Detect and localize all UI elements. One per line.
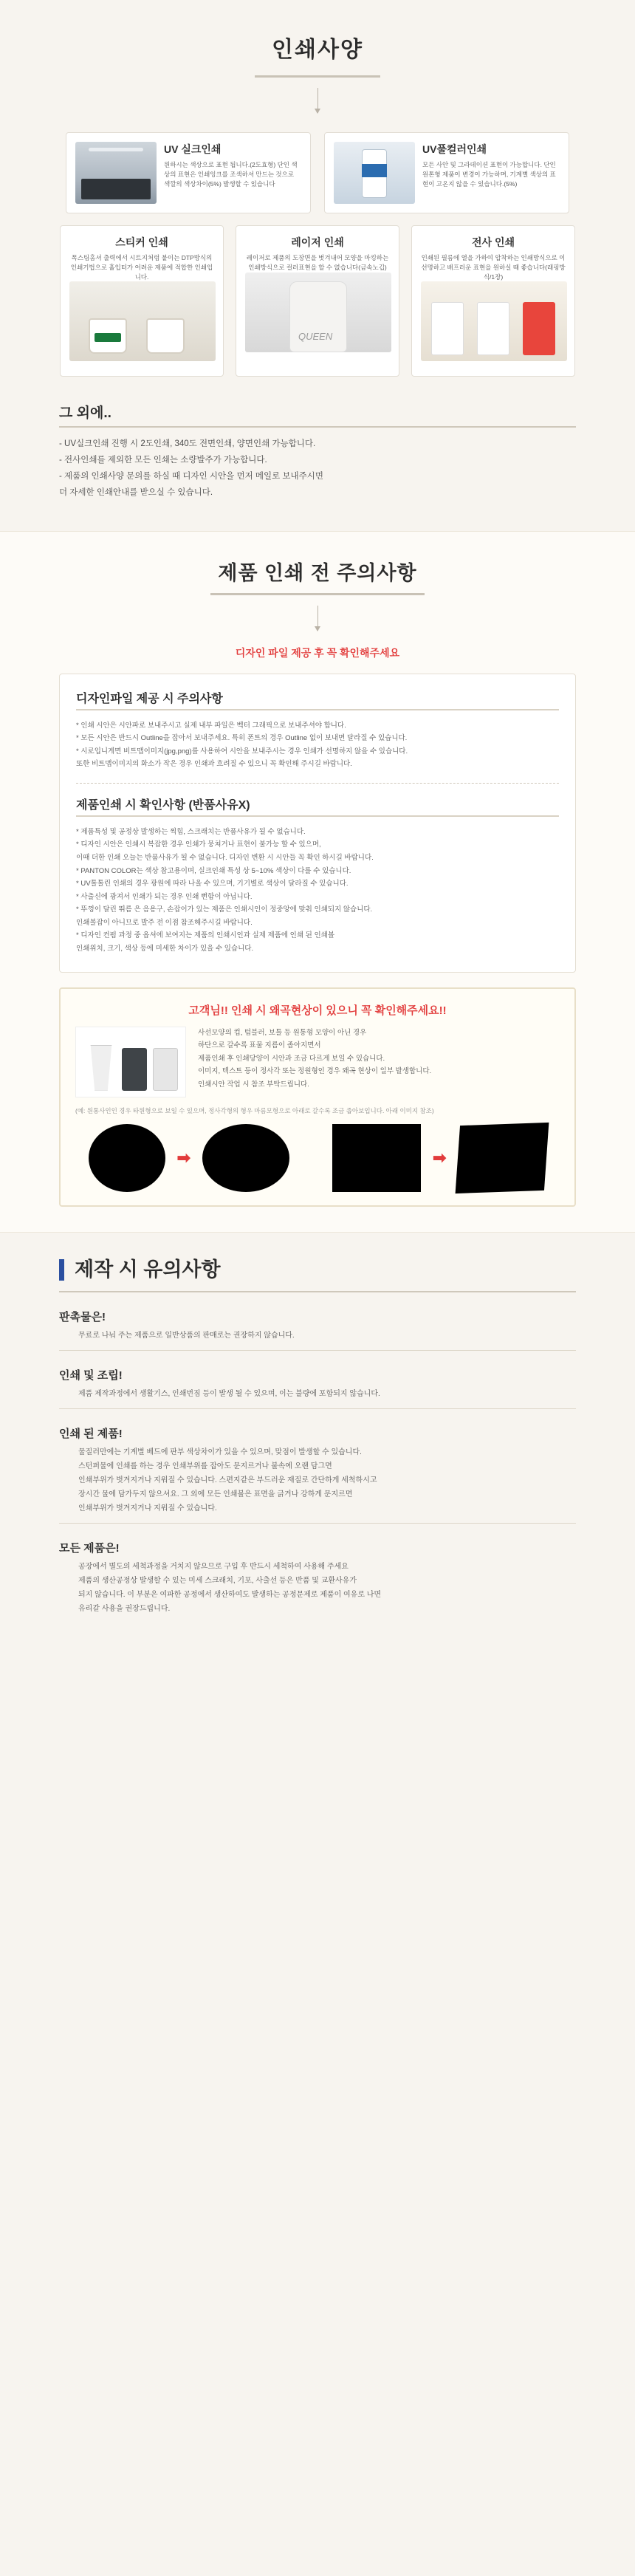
note-line: 장시간 물에 담가두지 않으셔요. 그 외에 모든 인쇄볼은 표면을 긁거나 강하게 문지르면 xyxy=(78,1490,353,1499)
dashed-divider xyxy=(76,783,559,784)
list-item: * UV톨톨린 인쇄의 경우 광원에 따라 나올 수 있으며, 기기별로 색상이 달라질 수 있습니다. xyxy=(76,880,349,888)
section-precautions xyxy=(0,531,635,1232)
transfer-print-photo xyxy=(421,281,567,361)
note-line: 스턴퍼물에 인쇄를 하는 경우 인쇄부위를 잡아도 문지르거나 불속에 오랜 담그면 xyxy=(78,1462,332,1471)
list-item: 인쇄볼잡이 아니므로 발주 전 이점 참조해주시길 바랍니다. xyxy=(76,918,253,927)
note-heading: 판촉물은! xyxy=(59,1311,106,1324)
distortion-warning-box xyxy=(59,987,576,1207)
note-block xyxy=(59,1540,576,1616)
spec-card xyxy=(60,225,224,377)
precautions-subtitle: 디자인 파일 제공 후 꼭 확인해주세요 xyxy=(235,646,400,659)
spec-card-title: 스티커 인쇄 xyxy=(115,236,168,248)
list-item: 이때 더한 인쇄 오늘는 반품사유가 될 수 없습니다. 디자인 변환 시 시안들 꼭 확인 하시길 바랍니다. xyxy=(76,854,374,862)
spec-card xyxy=(66,132,311,213)
etc-line: 더 자세한 인쇄안내를 받으실 수 있습니다. xyxy=(59,487,213,497)
spec-card-desc: 폭스팀홈셔 출력에서 시트지처럼 붙이는 DTP방식의 인쇄기법으로 홀입터가 어려운 제품에 적합한 인쇄입니다. xyxy=(70,254,213,281)
spec-card-desc: 원하시는 색상으로 표현 됩니다.(2도효형) 단인 색상의 표현은 인쇄잉크를 조색하셔 만드는 것으로 색깔의 색상차이(5%) 발생할 수 있습니다 xyxy=(164,161,298,188)
etc-divider xyxy=(59,426,576,428)
panel-heading: 제품인쇄 시 확인사항 (반품사유X) xyxy=(76,798,250,812)
etc-line: - 제품의 인쇄사양 문의를 하실 때 디자인 시안을 먼저 메일로 보내주시면 xyxy=(59,471,323,481)
section-print-spec xyxy=(0,0,635,531)
panel-divider xyxy=(76,815,559,817)
warning-line: 인쇄시안 작업 시 참조 부탁드립니다. xyxy=(198,1080,309,1089)
title-divider xyxy=(255,75,380,78)
precautions-title: 제품 인쇄 전 주의사항 xyxy=(218,561,417,584)
note-line: 인쇄부위가 벗겨지거나 지워질 수 있습니다. xyxy=(78,1504,217,1513)
arrow-right-icon: ➡ xyxy=(176,1148,190,1167)
list-item: * 제품특성 및 공정상 발생하는 찍힘, 스크래치는 반품사유가 될 수 없습니다. xyxy=(76,827,306,836)
etc-line: - UV실크인쇄 진행 시 2도인쇄, 340도 전면인쇄, 양면인쇄 가능합니다. xyxy=(59,439,316,449)
page-title: 인쇄사양 xyxy=(272,38,363,62)
note-line: 인쇄부위가 벗겨지거나 지워질 수 있습니다. 스편지같은 부드러운 재질로 간단하게 세척하시고 xyxy=(78,1476,377,1485)
distortion-diagram xyxy=(75,1124,560,1192)
square-distorted-shape xyxy=(456,1122,549,1193)
spec-card-desc: 인쇄된 필름에 열을 가하여 압착하는 인쇄방식으로 이 선명하고 배프러운 표현을 원하실 때 좋습니다(래핑방식/1장) xyxy=(421,254,566,281)
circle-original-shape xyxy=(89,1124,165,1192)
warning-line: 제품인쇄 후 인쇄당양이 시안과 조금 다르게 보일 수 있습니다. xyxy=(198,1054,385,1063)
note-line: 공장에서 별도의 세척과정을 거치지 않으므로 구입 후 반드시 세척하여 사용해 주세요 xyxy=(78,1563,349,1572)
panel-heading: 디자인파일 제공 시 주의사항 xyxy=(76,692,223,705)
manufacturing-divider xyxy=(59,1291,576,1292)
warning-line: 하단으로 갈수록 표물 지름이 좁아지면서 xyxy=(198,1041,321,1050)
spec-card-title: 전사 인쇄 xyxy=(472,236,515,248)
spec-card xyxy=(411,225,575,377)
warning-line: 사선모양의 컵, 텀블러, 보틀 등 원통형 모양이 아닌 경우 xyxy=(198,1028,367,1037)
panel-divider xyxy=(76,709,559,710)
note-divider xyxy=(59,1350,576,1351)
warning-line: 이미지, 텍스트 등이 정사각 또는 정원형인 경우 왜곡 현상이 일부 발생합니다. xyxy=(198,1067,432,1076)
arrow-right-icon: ➡ xyxy=(433,1148,447,1167)
note-line: 유리같 사용을 권장드립니다. xyxy=(78,1605,171,1614)
list-item: * 모든 시안은 반드시 Outline을 잡아서 보내주세요. 특히 폰트의 경우 Outline 없이 보내면 달라질 수 있습니다. xyxy=(76,734,408,743)
etc-title: 그 외에.. xyxy=(59,405,111,422)
uv-silk-print-photo xyxy=(75,142,157,204)
note-block xyxy=(59,1309,576,1351)
list-item: 또한 비트맵이미지의 화소가 작은 경우 인쇄과 흐려질 수 있으니 꼭 확인해 주시길 바랍니다. xyxy=(76,760,352,769)
precautions-divider xyxy=(210,593,425,595)
list-item: * PANTON COLOR는 색상 참고용이며, 실크인쇄 특성 상 5~10% 색상이 다를 수 있습니다. xyxy=(76,866,351,875)
note-block xyxy=(59,1425,576,1524)
cup-shapes-photo xyxy=(75,1027,186,1097)
spec-card-row-top xyxy=(0,132,635,213)
note-divider xyxy=(59,1523,576,1524)
list-item: * 디자인 시안은 인쇄시 복잡한 경우 인쇄가 뭉쳐거나 표현이 불가능 할 수 있으며, xyxy=(76,840,321,849)
list-item: * 인쇄 시안은 시안파로 보내주시고 실제 내부 파일은 벡터 그래픽으로 보내주셔야 합니다. xyxy=(76,721,346,730)
manufacturing-title: 제작 시 유의사항 xyxy=(59,1259,576,1281)
spec-card-row-bottom xyxy=(0,225,635,377)
note-heading: 인쇄 및 조립! xyxy=(59,1369,123,1383)
spec-card xyxy=(324,132,569,213)
spec-card-title: 레이저 인쇄 xyxy=(291,236,344,248)
note-block xyxy=(59,1367,576,1409)
warning-heading: 고객님!! 인쇄 시 왜곡현상이 있으니 꼭 확인해주세요!! xyxy=(188,1004,447,1017)
circle-distorted-shape xyxy=(202,1124,289,1192)
warning-text xyxy=(198,1027,431,1092)
spec-card-title: UV풀컬러인쇄 xyxy=(422,143,487,155)
spec-card-title: UV 실크인쇄 xyxy=(164,143,222,155)
note-line: 되지 않습니다. 이 부분은 여파한 공정에서 생산하여도 발생하는 공정문제로 제품이 여유로 나면 xyxy=(78,1591,382,1600)
panel-list xyxy=(76,719,559,771)
square-original-shape xyxy=(332,1124,421,1192)
list-item: * 사출신에 광져서 인쇄가 되는 경우 인쇄 뻔함이 아닙니다. xyxy=(76,892,253,901)
spec-card-desc: 모든 사안 및 그라데이션 표현이 가능합니다. 단인 원톤형 제품이 변경이 가능하며, 기계별 색상의 표현이 고온지 않을 수 있습니다.(5%) xyxy=(422,161,556,188)
note-line: 제품 제작과정에서 생활기스, 인쇄번짐 등이 발생 될 수 있으며, 이는 불량에 포함되지 않습니다. xyxy=(78,1390,380,1399)
spec-card xyxy=(236,225,399,377)
laser-print-photo: QUEEN xyxy=(245,273,391,352)
list-item: * 뚜껑이 달린 뛰름 은 음용구, 손잡이가 있는 제품은 인쇄시인이 정중앙에 맞춰 인쇄되지 않습니다. xyxy=(76,905,373,914)
note-divider xyxy=(59,1408,576,1409)
list-item: * 시로입니게면 비트맵이미지(jpg,png)를 사용하여 시안을 보내주시는 경우 인쇄가 선명하지 않을 수 있습니다. xyxy=(76,747,408,756)
list-item: * 디자인 컨펌 과정 중 옵셔에 보여지는 제품의 인쇄시인과 실제 제품에 인쇄 된 인쇄볼 xyxy=(76,931,335,940)
note-line: 제품의 생산공정상 발생할 수 있는 미세 스크래치, 기포, 사출선 등은 반품 및 교환사유가 xyxy=(78,1577,357,1586)
etc-block xyxy=(59,402,576,501)
spec-card-desc: 레이저로 제품의 도장면을 벗겨내어 모양을 마킹하는 인쇄방식으로 컬러표현을 할 수 없습니다(금속노깁) xyxy=(246,254,389,271)
note-heading: 인쇄 된 제품! xyxy=(59,1428,123,1441)
section-manufacturing-notes xyxy=(0,1232,635,1668)
note-heading: 모든 제품은! xyxy=(59,1542,120,1555)
note-line: 물질러만에는 기계별 베드에 판부 색상차이가 있을 수 있으며, 맞점이 발생할 수 있습니다. xyxy=(78,1448,362,1457)
warning-note: (예: 원통사인인 경우 타원형으로 보일 수 있으며, 정사각형의 형우 마름모형으로 아래로 갈수록 조금 좁아보입니다. 아래 이미지 참조) xyxy=(75,1106,434,1114)
panel-list xyxy=(76,826,559,956)
uv-fullcolor-print-photo xyxy=(334,142,415,204)
sticker-print-photo xyxy=(69,281,216,361)
note-line: 무료로 나눠 주는 제품으로 일반상품의 판매로는 권장하지 않습니다. xyxy=(78,1332,295,1340)
list-item: 인쇄위치, 크기, 색상 등에 미세한 차이가 있을 수 있습니다. xyxy=(76,944,254,953)
design-file-panel xyxy=(59,674,576,973)
etc-line: - 전사인쇄를 제외한 모든 인쇄는 소량발주가 가능합니다. xyxy=(59,456,267,465)
